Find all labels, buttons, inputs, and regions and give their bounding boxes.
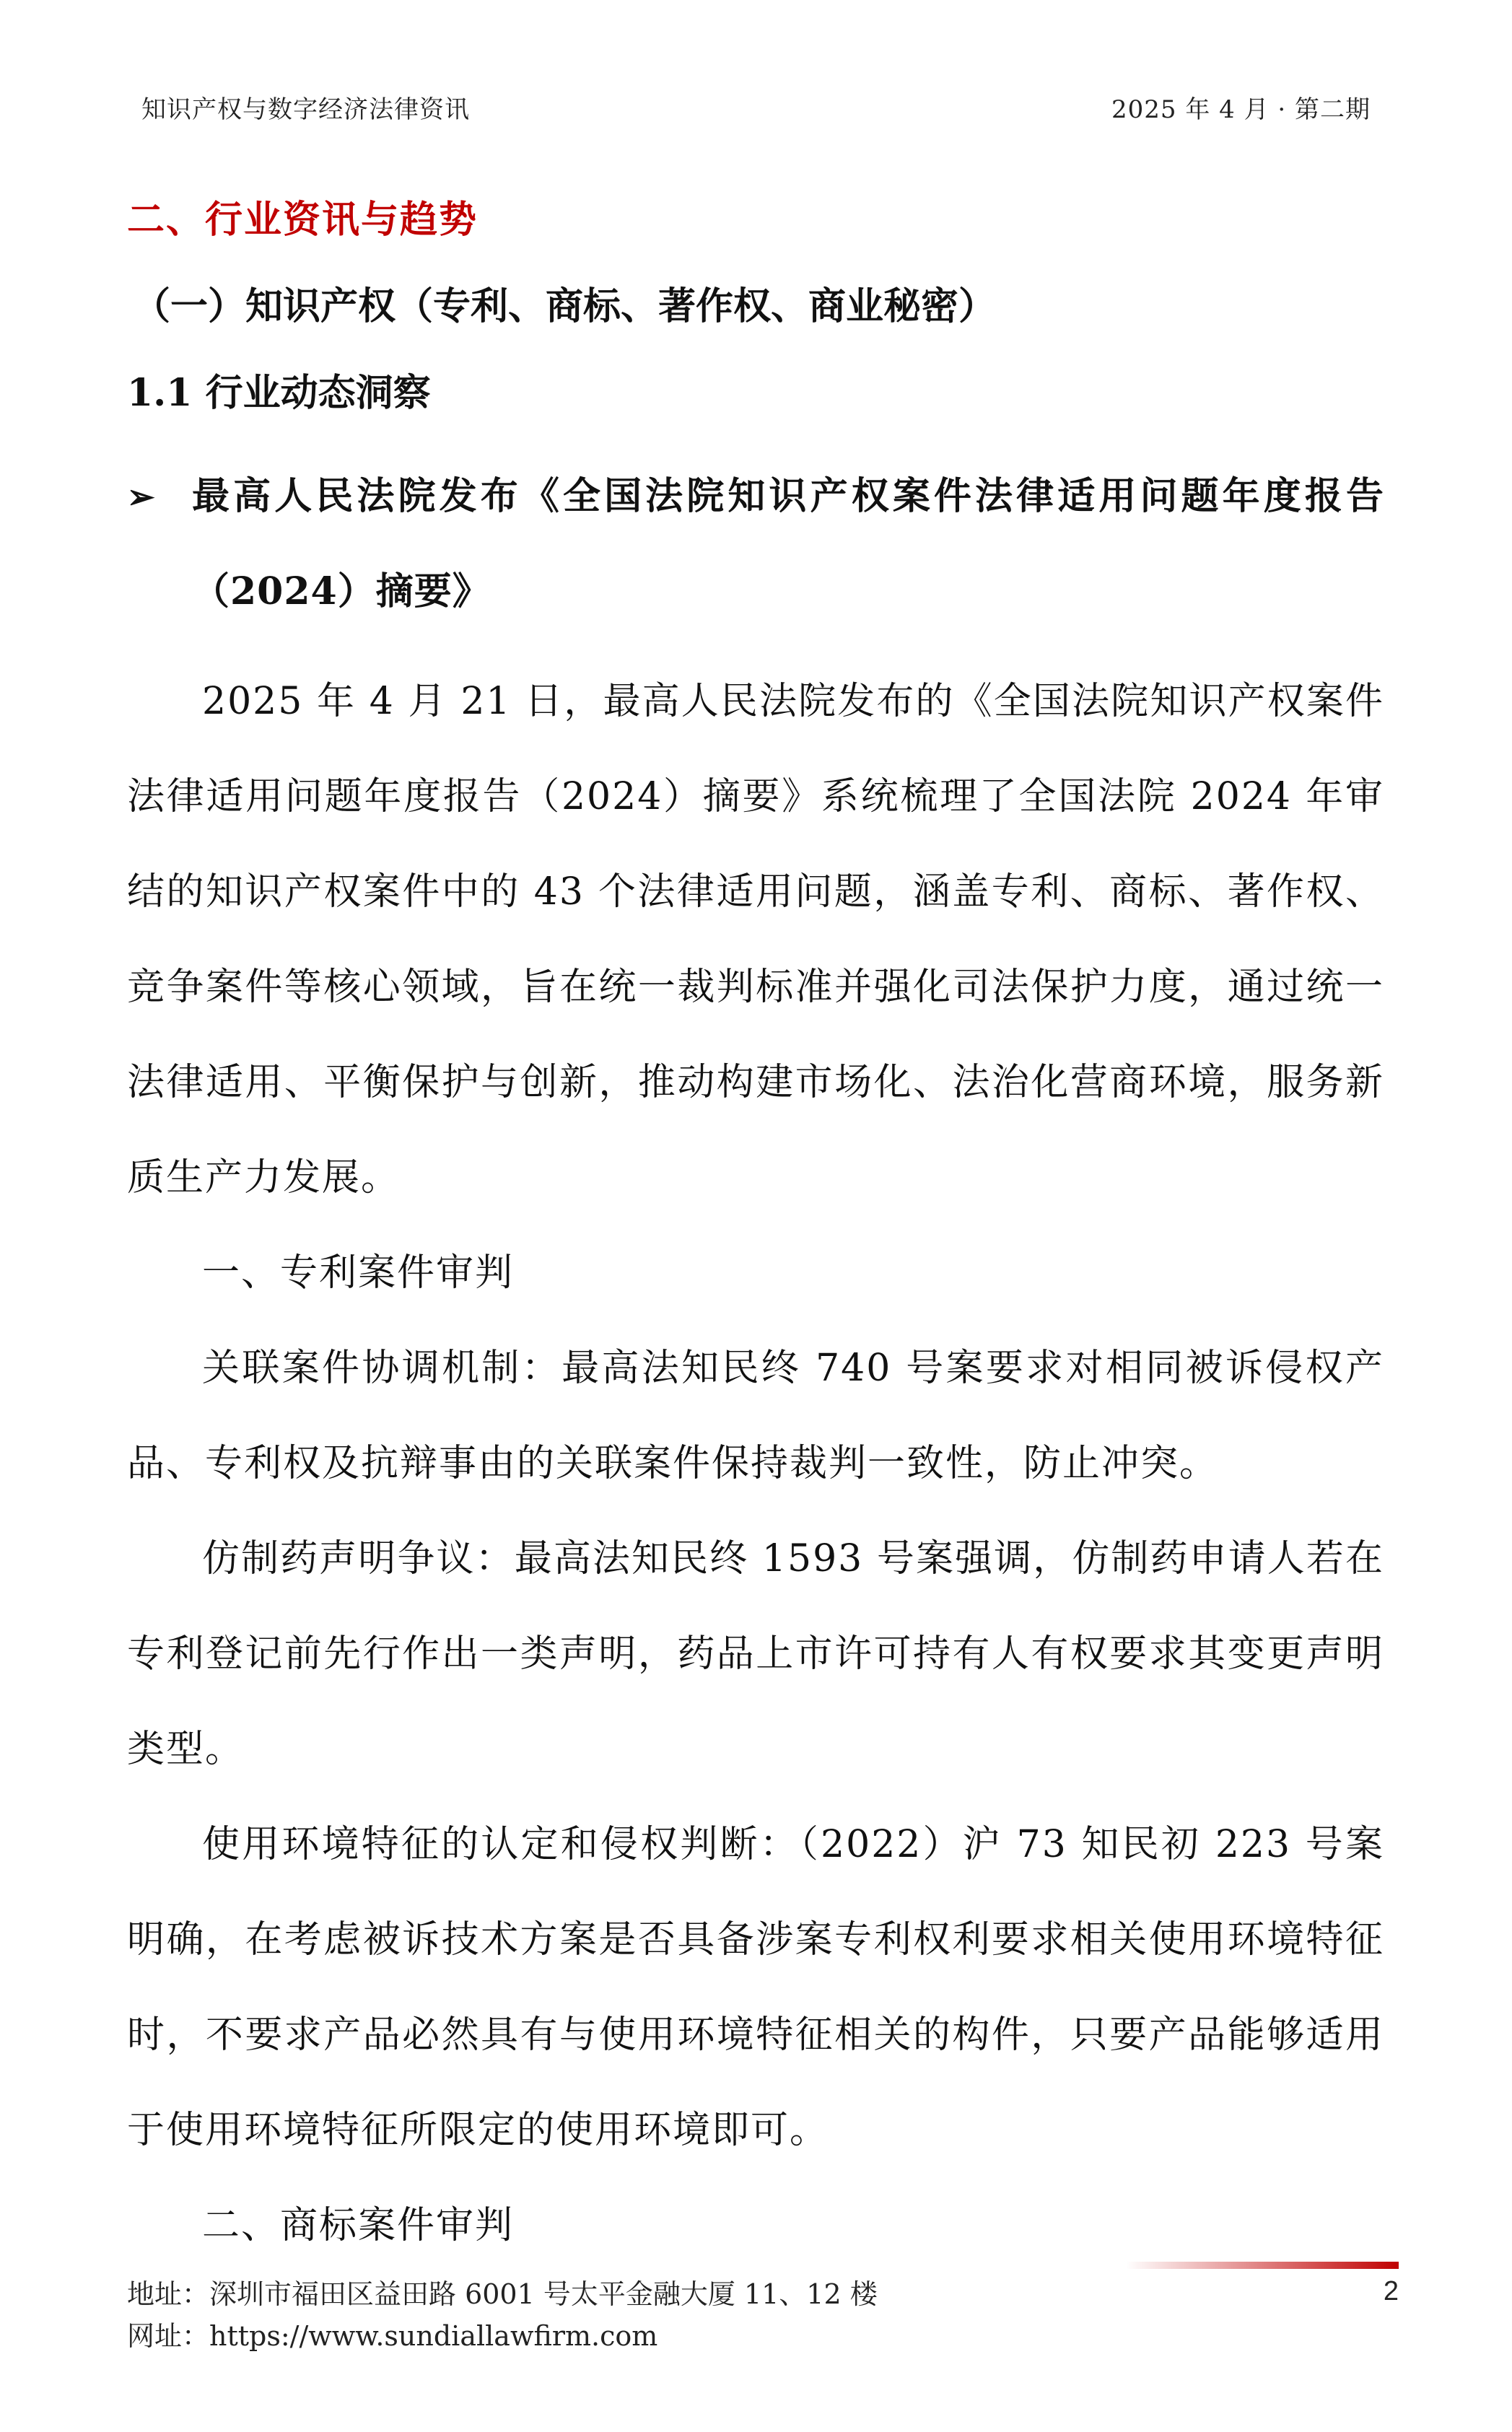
footer-accent-line	[1126, 2262, 1399, 2269]
news-item-title	[127, 449, 1384, 639]
header-issue-date: 2025 年 4 月 · 第二期	[1111, 95, 1371, 124]
footer-address: 地址：深圳市福田区益田路 6001 号太平金融大厦 11、12 楼	[127, 2278, 878, 2310]
footer-website[interactable]: 网址：https://www.sundiallawfirm.com	[127, 2320, 658, 2352]
arrow-bullet-icon: ➢	[127, 477, 155, 516]
paragraph-summary: 2025 年 4 月 21 日，最高人民法院发布的《全国法院知识产权案件法律适用问题年度报告（2024）摘要》系统梳理了全国法院 2024 年审结的知识产权案件中的 43 个法律适用问题，涵盖专利、商标、著作权、竞争案件等核心领域，旨在统一裁判标准并强化司法保护力度，通过统一法律适用、平衡保护与创新，推动构建市场化、法治化营商环境，服务新质生产力发展。	[127, 680, 1384, 1199]
subsubsection-heading: 1.1 行业动态洞察	[127, 371, 431, 415]
main-content	[127, 189, 1384, 2273]
paragraph-generic-drug: 仿制药声明争议：最高法知民终 1593 号案强调，仿制药申请人若在专利登记前先行作出一类声明，药品上市许可持有人有权要求其变更声明类型。	[127, 1537, 1384, 1771]
page-header	[141, 85, 1371, 128]
header-publication-title: 知识产权与数字经济法律资讯	[141, 95, 470, 124]
paragraph-use-environment: 使用环境特征的认定和侵权判断：（2022）沪 73 知民初 223 号案明确，在考虑被诉技术方案是否具备涉案专利权利要求相关使用环境特征时，不要求产品必然具有与使用环境特征相关的构件，只要产品能够适用于使用环境特征所限定的使用环境即可。	[127, 1823, 1384, 2152]
paragraph-patent-heading: 一、专利案件审判	[202, 1251, 515, 1295]
page-footer	[127, 2273, 878, 2357]
news-item-title-text: 最高人民法院发布《全国法院知识产权案件法律适用问题年度报告（2024）摘要》	[192, 474, 1384, 613]
subsection-heading: （一）知识产权（专利、商标、著作权、商业秘密）	[133, 284, 997, 328]
paragraph-trademark-heading: 二、商标案件审判	[202, 2204, 515, 2247]
paragraph-related-cases: 关联案件协调机制：最高法知民终 740 号案要求对相同被诉侵权产品、专利权及抗辩事由的关联案件保持裁判一致性，防止冲突。	[127, 1347, 1384, 1485]
section-heading: 二、行业资讯与趋势	[127, 198, 478, 242]
page-number: 2	[1383, 2276, 1399, 2306]
